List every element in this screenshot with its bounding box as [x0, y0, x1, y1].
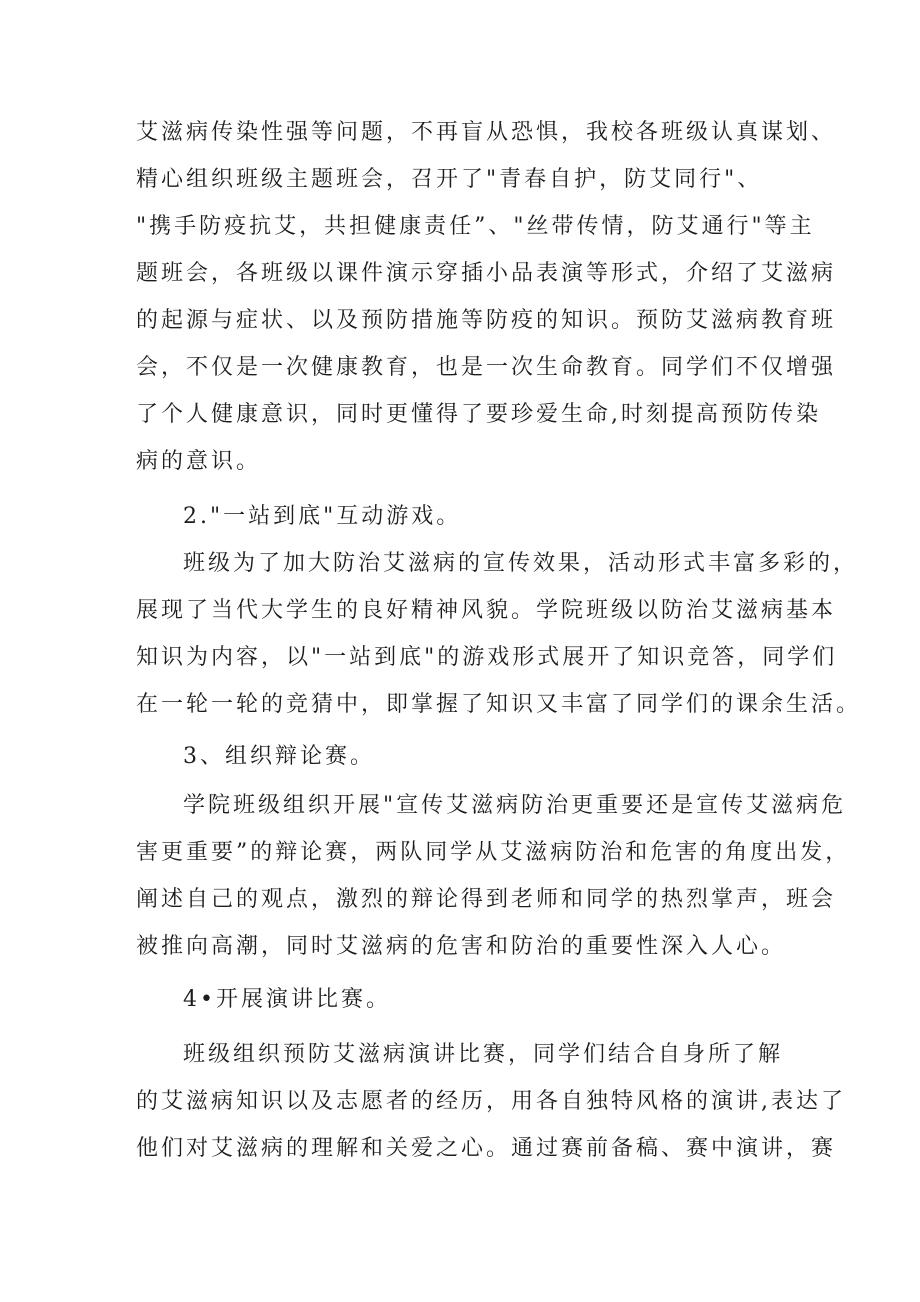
body-line: 知识为内容，以"一站到底"的游戏形式展开了知识竞答，同学们 — [136, 645, 838, 670]
body-line: 病的意识。 — [136, 449, 262, 474]
body-line: 题班会，各班级以课件演示穿插小品表演等形式，介绍了艾滋病 — [136, 261, 837, 286]
body-line: 了个人健康意识，同时更懂得了要珍爱生命,时刻提高预防传染 — [136, 402, 821, 427]
body-line: 学院班级组织开展"宣传艾滋病防治更重要还是宣传艾滋病危 — [183, 793, 847, 818]
section-heading: 4•开展演讲比赛。 — [183, 987, 391, 1012]
body-line: 的起源与症状、以及预防措施等防疫的知识。预防艾滋病教育班 — [136, 308, 837, 333]
body-line: 班级为了加大防治艾滋病的宣传效果，活动形式丰富多彩的， — [183, 551, 859, 576]
body-line: 的艾滋病知识以及志愿者的经历，用各自独特风格的演讲,表达了 — [136, 1089, 846, 1114]
body-line: 在一轮一轮的竞猜中，即掌握了知识又丰富了同学们的课余生活。 — [136, 692, 862, 717]
body-line: 会，不仅是一次健康教育，也是一次生命教育。同学们不仅增强 — [136, 355, 837, 380]
body-line: "携手防疫抗艾，共担健康责任”、"丝带传情，防艾通行"等主 — [136, 214, 815, 239]
section-heading: 2."一站到底"互动游戏。 — [183, 504, 462, 529]
body-line: 害更重要”的辩论赛，两队同学从艾滋病防治和危害的角度出发， — [136, 840, 851, 865]
body-line: 他们对艾滋病的理解和关爱之心。通过赛前备稿、赛中演讲，赛 — [136, 1136, 837, 1161]
body-line: 艾滋病传染性强等问题，不再盲从恐惧，我校各班级认真谋划、 — [136, 120, 837, 145]
body-line: 展现了当代大学生的良好精神风貌。学院班级以防治艾滋病基本 — [136, 598, 837, 623]
body-line: 精心组织班级主题班会，召开了"青春自护，防艾同行"、 — [136, 167, 763, 192]
body-line: 被推向高潮，同时艾滋病的危害和防治的重要性深入人心。 — [136, 934, 787, 959]
body-line: 班级组织预防艾滋病演讲比赛，同学们结合自身所了解 — [183, 1042, 784, 1067]
section-heading: 3、组织辩论赛。 — [183, 744, 375, 769]
body-line: 阐述自己的观点，激烈的辩论得到老师和同学的热烈掌声，班会 — [136, 887, 837, 912]
